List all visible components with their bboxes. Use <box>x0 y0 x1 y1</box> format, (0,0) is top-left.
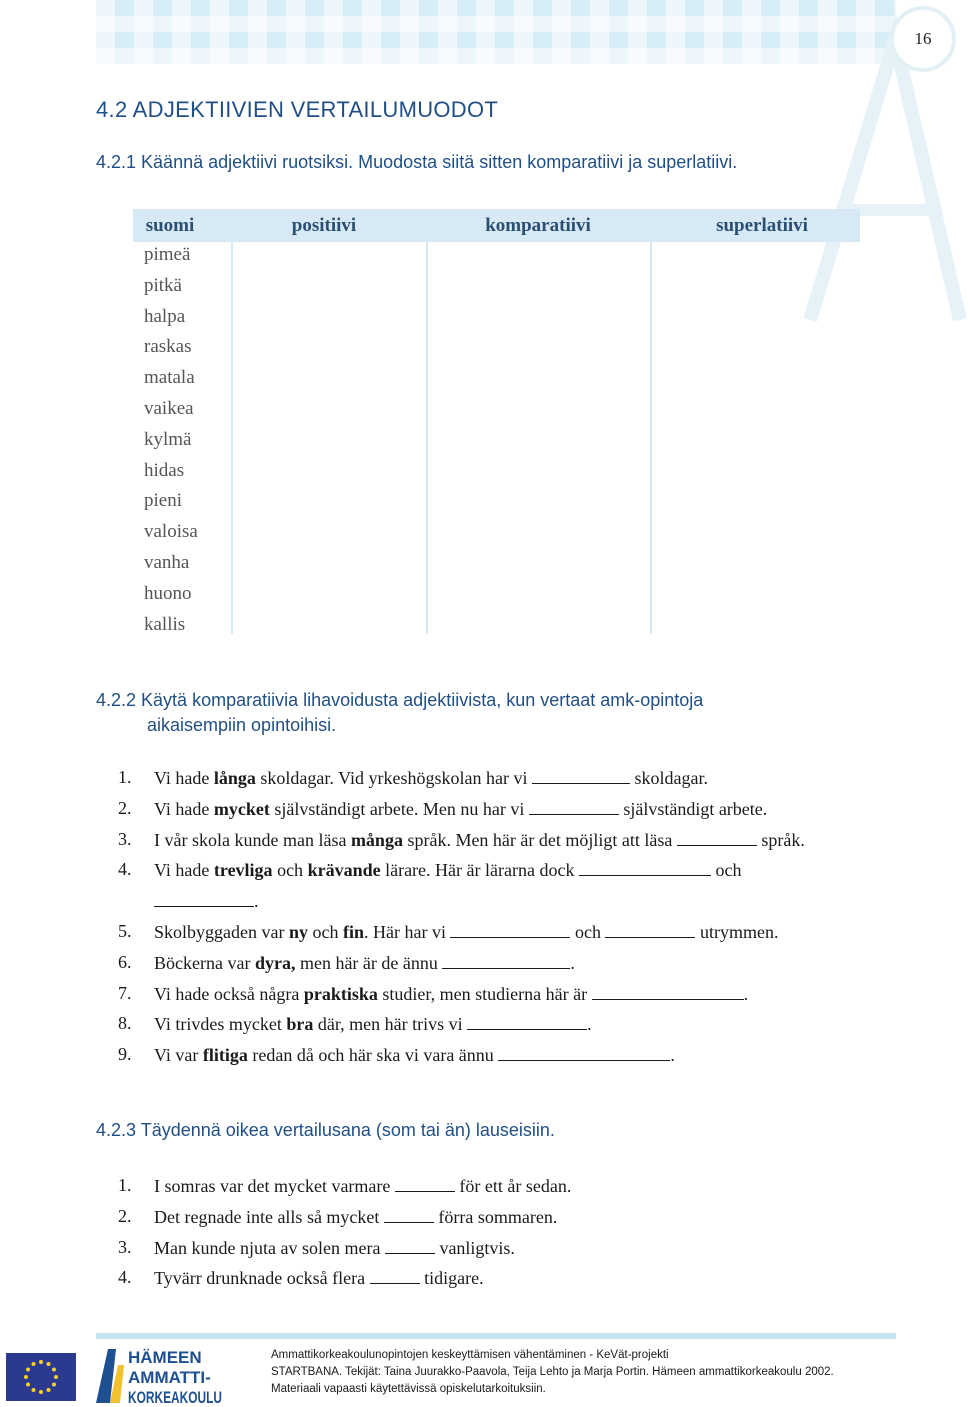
exercise-item-number: 2. <box>118 1205 132 1226</box>
sentence-text: och <box>570 922 606 942</box>
table-row-word: huono <box>144 582 192 604</box>
bold-adjective: bra <box>286 1014 314 1035</box>
sentence-text: men här är de ännu <box>295 952 443 973</box>
exercise-sentence <box>154 1044 675 1066</box>
exercise-1-title: 4.2.1 Käännä adjektiivi ruotsiksi. Muodosta siitä sitten komparatiivi ja superlatiivi. <box>96 152 738 172</box>
exercise-item-number: 1. <box>118 767 132 787</box>
sentence-text: Det regnade inte alls så mycket <box>154 1206 384 1227</box>
answer-blank[interactable] <box>384 1206 434 1223</box>
table-column-divider <box>231 209 233 634</box>
sentence-text: Vi hade <box>154 768 214 788</box>
sentence-text: självständigt arbete. <box>618 798 768 819</box>
sentence-text: Vi hade också några <box>154 983 304 1004</box>
exercise-sentence <box>154 983 748 1005</box>
answer-blank[interactable] <box>592 983 744 1000</box>
exercise-item-number: 7. <box>118 982 132 1003</box>
sentence-text: förra sommaren. <box>433 1206 558 1227</box>
exercise-sentence <box>154 952 575 974</box>
bold-adjective: dyra, <box>254 952 296 973</box>
bold-adjective: praktiska <box>303 983 378 1004</box>
sentence-text: Man kunde njuta av solen mera <box>154 1237 385 1258</box>
exercise-sentence <box>154 1013 592 1035</box>
table-row-word: vaikea <box>144 398 194 419</box>
exercise-sentence <box>154 829 805 851</box>
answer-blank[interactable] <box>605 921 695 938</box>
table-row-word: pitkä <box>144 274 182 296</box>
bold-adjective: flitiga <box>202 1045 248 1066</box>
table-row-word: valoisa <box>144 521 198 543</box>
table-row-word: halpa <box>144 305 186 327</box>
sentence-text: . <box>743 983 749 1004</box>
sentence-text: . <box>670 1045 675 1066</box>
answer-blank[interactable] <box>579 859 711 876</box>
bold-adjective: ny <box>288 922 308 942</box>
sentence-text: Vi hade <box>154 860 214 881</box>
section-title: 4.2 ADJEKTIIVIEN VERTAILUMUODOT <box>96 97 499 122</box>
exercise-item-number: 2. <box>118 797 132 818</box>
sentence-text: där, men här trivs vi <box>313 1014 468 1035</box>
exercise-item-number: 3. <box>118 1236 132 1257</box>
eu-star-icon <box>47 1388 51 1392</box>
sentence-text: och <box>710 860 742 881</box>
table-header-suomi: suomi <box>145 215 195 236</box>
hamk-logo <box>94 1343 224 1405</box>
exercise-sentence <box>154 1237 515 1259</box>
bold-adjective: trevliga <box>213 860 273 881</box>
exercise-item-number: 4. <box>118 1267 132 1288</box>
sentence-text: Vi var <box>154 1045 203 1066</box>
answer-blank[interactable] <box>677 829 757 846</box>
exercise-item-number: 1. <box>118 1175 132 1195</box>
eu-star-icon <box>32 1388 36 1392</box>
eu-star-icon <box>47 1362 51 1366</box>
eu-star-icon <box>32 1362 36 1366</box>
exercise-item-number: 4. <box>118 859 132 880</box>
sentence-text: tidigare. <box>419 1268 484 1289</box>
eu-star-icon <box>26 1383 30 1387</box>
table-header-komparatiivi: komparatiivi <box>485 215 591 236</box>
sentence-text: självständigt arbete. Men nu har vi <box>269 798 529 819</box>
sentence-text: språk. <box>756 829 805 850</box>
footer-credits <box>271 1347 834 1398</box>
footer-line-2: STARTBANA. Tekijät: Taina Juurakko-Paavola, Teija Lehto ja Marja Portin. Hämeen ammattikorkeakoulu 2002. <box>271 1366 834 1378</box>
exercise-item-number: 9. <box>118 1044 132 1065</box>
sentence-text: och <box>272 860 308 881</box>
exercise-sentence <box>154 798 767 820</box>
exercise-sentence <box>154 1175 571 1197</box>
sentence-text: Böckerna var <box>154 952 255 973</box>
eu-flag-icon <box>6 1353 76 1401</box>
sentence-text: redan då och här ska vi vara ännu <box>247 1045 499 1066</box>
sentence-text: Tyvärr drunknade också flera <box>154 1268 370 1289</box>
bold-adjective: många <box>350 829 403 850</box>
table-row-word: pimeä <box>144 244 191 265</box>
answer-blank[interactable] <box>467 1013 587 1030</box>
sentence-text: skoldagar. Vid yrkeshögskolan har vi <box>255 768 532 788</box>
exercise-item-number: 6. <box>118 951 132 972</box>
eu-star-icon <box>39 1360 43 1364</box>
bold-adjective: krävande <box>307 860 381 881</box>
exercise-sentence <box>154 1206 557 1228</box>
table-row-word: raskas <box>144 336 192 358</box>
eu-star-icon <box>52 1383 56 1387</box>
exercise-sentence <box>154 859 741 881</box>
table-column-divider <box>426 209 428 634</box>
logo-line-1: HÄMEEN <box>128 1348 202 1367</box>
table-row-word: kylmä <box>144 428 192 450</box>
table-header <box>133 209 860 242</box>
page-number: 16 <box>890 6 956 72</box>
sentence-text: språk. Men här är det möjligt att läsa <box>402 829 677 850</box>
eu-star-icon <box>54 1375 58 1379</box>
table-row-word: kallis <box>144 613 186 635</box>
sentence-text: . <box>254 891 259 912</box>
sentence-text: utrymmen. <box>695 922 779 942</box>
eu-star-icon <box>39 1390 43 1394</box>
exercise-2-title-line2: aikaisempiin opintoihisi. <box>147 715 337 735</box>
bold-adjective: mycket <box>213 798 270 819</box>
exercise-sentence <box>154 1267 484 1289</box>
answer-blank[interactable] <box>385 1237 435 1254</box>
eu-star-icon <box>24 1375 28 1379</box>
answer-blank[interactable] <box>395 1175 455 1192</box>
answer-blank[interactable] <box>370 1267 420 1284</box>
exercise-2-title <box>96 688 816 738</box>
sentence-text: . Här har vi <box>364 922 451 942</box>
exercise-item-number: 8. <box>118 1013 132 1034</box>
sentence-text: I somras var det mycket varmare <box>154 1176 395 1196</box>
footer-line-3: Materiaali vapaasti käytettävissä opiskelutarkoituksiin. <box>271 1383 546 1395</box>
letter-a-watermark <box>800 20 970 340</box>
table-row-word: hidas <box>144 459 185 481</box>
table-row-word: vanha <box>144 552 190 573</box>
logo-line-2: AMMATTI- <box>128 1368 211 1387</box>
sentence-text: lärare. Här är lärarna dock <box>380 860 579 881</box>
table-row-word: matala <box>144 367 195 389</box>
table-header-positiivi: positiivi <box>291 215 357 236</box>
bold-adjective: långa <box>213 768 256 788</box>
sentence-text: studier, men studierna här är <box>377 983 592 1004</box>
table-header-superlatiivi: superlatiivi <box>716 215 808 236</box>
bold-adjective: fin <box>343 922 365 942</box>
top-decorative-band <box>96 0 896 64</box>
sentence-text: I vår skola kunde man läsa <box>154 829 351 850</box>
logo-line-3: KORKEAKOULU <box>128 1388 222 1407</box>
sentence-text: vanligtvis. <box>434 1237 515 1258</box>
answer-blank[interactable] <box>442 952 570 969</box>
exercise-sentence <box>154 767 708 789</box>
table-row-word: pieni <box>144 490 182 512</box>
exercise-2-title-line1: 4.2.2 Käytä komparatiivia lihavoidusta adjektiivista, kun vertaat amk-opintoja <box>96 690 704 710</box>
exercise-item-number: 3. <box>118 828 132 849</box>
sentence-text: . <box>587 1014 592 1035</box>
sentence-text: och <box>308 922 343 942</box>
answer-blank[interactable] <box>154 890 254 907</box>
answer-blank[interactable] <box>532 767 630 784</box>
footer-line-1: Ammattikorkeakoulunopintojen keskeyttämisen vähentäminen - KeVät-projekti <box>271 1349 669 1361</box>
sentence-text: Vi trivdes mycket <box>154 1014 287 1035</box>
sentence-text: Skolbyggaden var <box>154 922 289 942</box>
eu-star-icon <box>52 1368 56 1372</box>
exercise-item-number: 5. <box>118 921 132 941</box>
sentence-text: för ett år sedan. <box>454 1176 572 1196</box>
footer-rule <box>96 1333 896 1339</box>
answer-blank[interactable] <box>529 798 619 815</box>
answer-blank[interactable] <box>450 921 570 938</box>
sentence-text: . <box>570 952 575 973</box>
answer-blank[interactable] <box>498 1044 670 1061</box>
exercise-sentence <box>154 921 778 943</box>
table-column-divider <box>650 209 652 634</box>
sentence-text: skoldagar. <box>629 768 708 788</box>
eu-star-icon <box>26 1368 30 1372</box>
exercise-3-title: 4.2.3 Täydennä oikea vertailusana (som tai än) lauseisiin. <box>96 1120 555 1140</box>
exercise-sentence <box>154 890 259 912</box>
sentence-text: Vi hade <box>154 798 214 819</box>
